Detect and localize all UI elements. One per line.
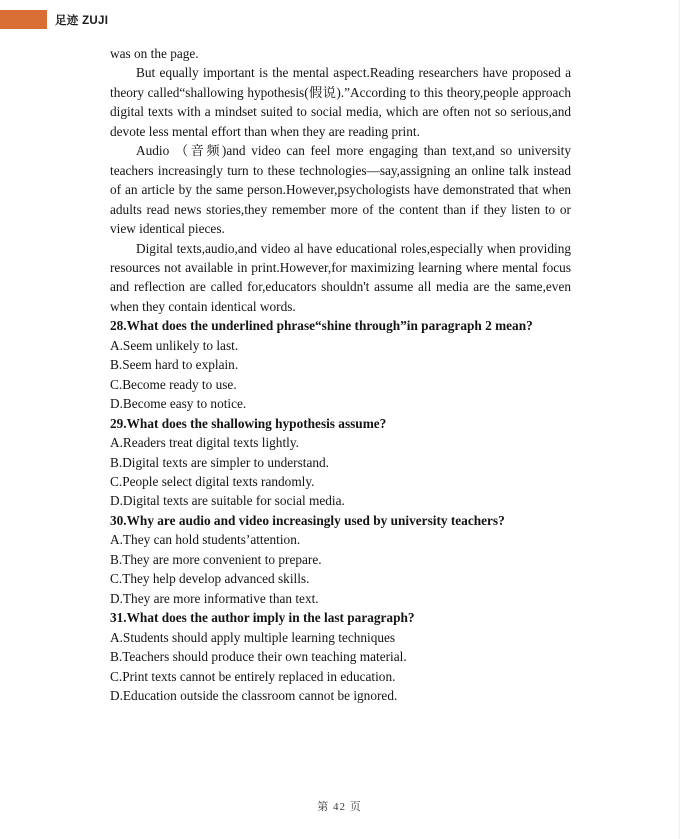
question-text: 28.What does the underlined phrase“shine through”in paragraph 2 mean? xyxy=(110,318,533,334)
answer-option: A.Seem unlikely to last. xyxy=(110,337,239,353)
answer-option: A.Readers treat digital texts lightly. xyxy=(110,435,299,451)
page-number: 第 42 页 xyxy=(317,801,362,813)
question-text: 31.What does the author imply in the last paragraph? xyxy=(110,610,415,626)
passage-paragraph: But equally important is the mental aspect.Reading researchers have proposed a theory called“shallowing hypothesis(假说).”According to this theory,people approach digital texts with a mindset suited to social media, which are often not so serious,and devote less mental effort than when they are reading print. xyxy=(110,65,571,139)
passage-paragraph: Digital texts,audio,and video al have educational roles,especially when providing resources not available in print.However,for maximizing learning where mental focus and reflection are called for,educators shouldn't assume all media are the same,even when they contain identical words. xyxy=(110,240,571,314)
answer-option: B.Digital texts are simpler to understand. xyxy=(110,454,329,470)
passage-paragraph: was on the page. xyxy=(110,46,199,61)
answer-option: D.They are more informative than text. xyxy=(110,590,319,606)
answer-option: D.Education outside the classroom cannot be ignored. xyxy=(110,687,398,703)
answer-option: C.People select digital texts randomly. xyxy=(110,473,315,489)
question-block-28 xyxy=(110,316,571,413)
answer-option: B.They are more convenient to prepare. xyxy=(110,551,322,567)
answer-option: B.Teachers should produce their own teaching material. xyxy=(110,649,407,665)
brand-name: 足迹 ZUJI xyxy=(55,15,109,27)
answer-option: A.Students should apply multiple learning techniques xyxy=(110,629,396,645)
question-block-29 xyxy=(110,414,571,511)
answer-option: C.Print texts cannot be entirely replaced in education. xyxy=(110,668,396,684)
answer-option: C.Become ready to use. xyxy=(110,376,237,392)
answer-option: C.They help develop advanced skills. xyxy=(110,571,310,587)
answer-option: D.Become easy to notice. xyxy=(110,396,247,412)
question-text: 30.Why are audio and video increasingly used by university teachers? xyxy=(110,512,505,528)
answer-option: D.Digital texts are suitable for social media. xyxy=(110,493,345,509)
answer-option: B.Seem hard to explain. xyxy=(110,357,239,373)
question-block-31 xyxy=(110,608,571,705)
answer-option: A.They can hold students’attention. xyxy=(110,532,301,548)
passage-and-questions xyxy=(110,44,571,705)
passage-paragraph: Audio （音频)and video can feel more engaging than text,and so university teachers increasingly turn to these technologies—say,assigning an online talk instead of an article by the same person.However,psychologists have demonstrated that when adults read news stories,they remember more of the content than if they listen to or view identical pieces. xyxy=(110,143,571,237)
question-block-30 xyxy=(110,511,571,608)
brand-logo-block xyxy=(0,10,47,29)
question-text: 29.What does the shallowing hypothesis assume? xyxy=(110,415,387,431)
